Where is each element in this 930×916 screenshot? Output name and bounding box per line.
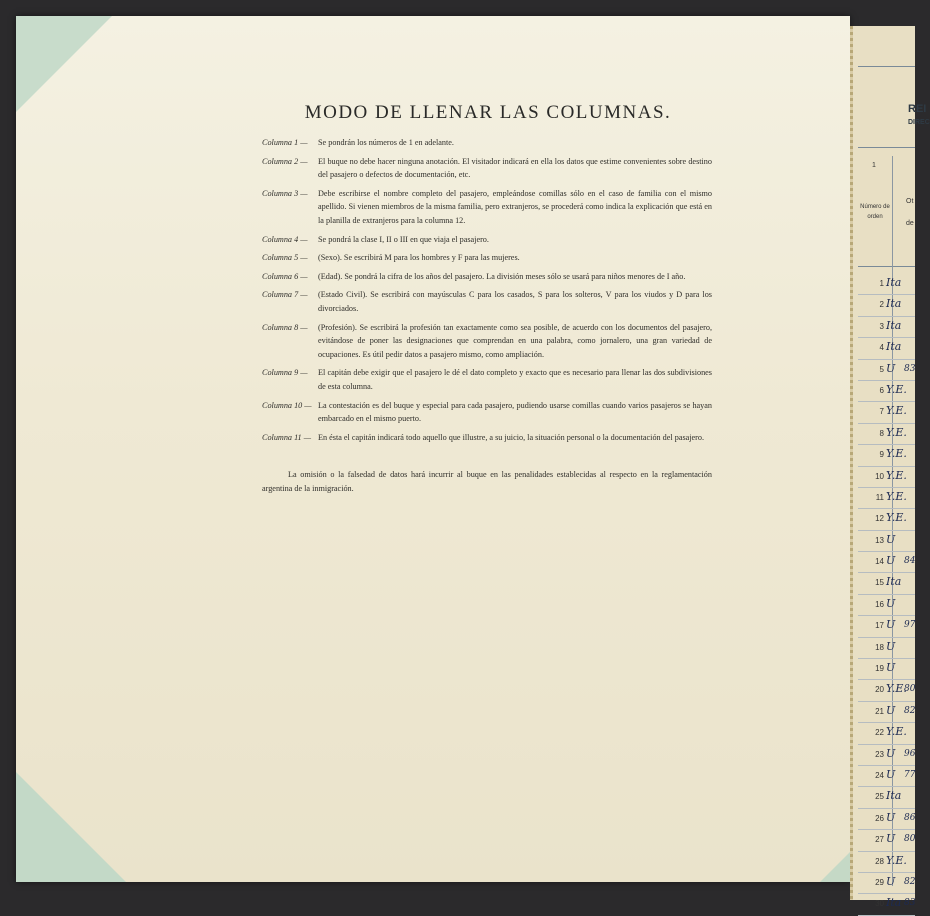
handwritten-entry: Y.E. <box>886 447 907 461</box>
handwritten-entry: Ita <box>886 318 902 332</box>
row-number: 19 <box>875 664 884 674</box>
row-number: 12 <box>875 514 884 524</box>
register-row <box>858 680 915 701</box>
handwritten-entry-2: 86 <box>904 812 916 823</box>
rule-text: (Estado Civil). Se escribirá con mayúsculas C para los casados, S para los solteros, V para los viudos y D para los divorciados. <box>318 290 712 313</box>
handwritten-entry-2: 80 <box>904 684 916 695</box>
handwritten-entry: Y.E. <box>886 511 907 525</box>
rule-item <box>262 136 712 150</box>
handwritten-entry-2: 80 <box>904 834 916 845</box>
register-page-edge <box>850 26 930 910</box>
register-rows <box>858 274 915 916</box>
column-header-partial-2: de <box>906 220 914 227</box>
rule-text: Debe escribirse el nombre completo del pasajero, empleándose comillas sólo en el caso de familia con el mismo apellido. Si vienen miembros de la misma familia, pero extranjeros, se procederá como indica la explicación que está en la planilla de extranjeros para la columna 12. <box>318 188 712 225</box>
rule-text: Se pondrá la clase I, II o III en que viaja el pasajero. <box>318 234 489 244</box>
rule-item <box>262 399 712 426</box>
register-row <box>858 467 915 488</box>
register-row <box>858 573 915 594</box>
row-number: 24 <box>875 770 884 780</box>
row-number: 21 <box>875 706 884 716</box>
rule-item <box>262 251 712 265</box>
register-row <box>858 338 915 359</box>
rule-item <box>262 187 712 228</box>
handwritten-entry: Y.E. <box>886 682 907 696</box>
rule-text: La contestación es del buque y especial para cada pasajero, pudiendo usarse comillas cuando varios pasajeros se hayan embarcado en el mismo puerto. <box>318 400 712 424</box>
row-number: 23 <box>875 749 884 759</box>
rule-label: Columna 8 — <box>262 322 308 332</box>
rule-item <box>262 155 712 182</box>
row-number: 29 <box>875 877 884 887</box>
photo-corner-bottom-right <box>820 852 850 882</box>
rule-text: El buque no debe hacer ninguna anotación. El visitador indicará en ella los datos que estime convenientes sobre destino del pasajero o defectos de documentación, etc. <box>318 156 712 180</box>
row-number: 27 <box>875 835 884 845</box>
register-row <box>858 317 915 338</box>
handwritten-entry-2: 82 <box>904 705 916 716</box>
handwritten-entry: Ita <box>886 789 902 803</box>
handwritten-entry-2: 77 <box>904 769 916 780</box>
register-row <box>858 745 915 766</box>
row-number: 16 <box>875 599 884 609</box>
footnote: La omisión o la falsedad de datos hará incurrir al buque en las penalidades establecidas al respecto en la reglamentación argentina de la inmigración. <box>262 470 712 493</box>
handwritten-entry-2: 97 <box>904 620 916 631</box>
handwritten-entry-2: 83 <box>904 363 916 374</box>
register-row <box>858 509 915 530</box>
handwritten-entry: U <box>886 703 896 717</box>
handwritten-entry: U <box>886 874 896 888</box>
handwritten-entry: Ita <box>886 575 902 589</box>
rule-label: Columna 11 — <box>262 432 311 442</box>
handwritten-entry: U <box>886 554 896 568</box>
row-number: 18 <box>875 642 884 652</box>
rule-item <box>262 233 712 247</box>
handwritten-entry: U <box>886 832 896 846</box>
row-number: 7 <box>879 407 884 417</box>
rule-text: El capitán debe exigir que el pasajero le dé el dato completo y exacto que es necesario para llenar las dos subdivisiones de esta columna. <box>318 368 712 391</box>
row-number: 11 <box>875 492 884 502</box>
binding-stripe <box>850 26 853 900</box>
row-number: 25 <box>875 792 884 802</box>
register-row <box>858 830 915 851</box>
register-row <box>858 552 915 573</box>
handwritten-entry-2: 84 <box>904 556 916 567</box>
register-row <box>858 402 915 423</box>
handwritten-entry: U <box>886 661 896 675</box>
register-row <box>858 616 915 637</box>
handwritten-entry: Y.E. <box>886 853 907 867</box>
row-number: 9 <box>879 450 884 460</box>
handwritten-entry: U <box>886 810 896 824</box>
handwritten-entry-2: 96 <box>904 748 916 759</box>
row-number: 28 <box>875 856 884 866</box>
register-row <box>858 809 915 830</box>
row-number: 10 <box>875 471 884 481</box>
rule-text: Se pondrán los números de 1 en adelante. <box>318 138 454 147</box>
handwritten-entry-2: 83 <box>904 898 916 909</box>
row-number: 3 <box>879 321 884 331</box>
handwritten-entry: Y.E. <box>886 468 907 482</box>
handwritten-entry: U <box>886 767 896 781</box>
rules-list <box>262 136 712 449</box>
register-header <box>858 66 930 148</box>
register-row <box>858 702 915 723</box>
handwritten-entry-2: 82 <box>904 876 916 887</box>
order-number-header: Número de orden <box>860 204 890 220</box>
register-row <box>858 295 915 316</box>
rule-label: Columna 9 — <box>262 368 308 378</box>
row-number: 2 <box>879 300 884 310</box>
handwritten-entry: U <box>886 361 896 375</box>
row-number: 14 <box>875 557 884 567</box>
rule-label: Columna 5 — <box>262 253 308 263</box>
rule-label: Columna 10 — <box>262 400 312 410</box>
register-row <box>858 488 915 509</box>
register-row <box>858 852 915 873</box>
rule-item <box>262 288 712 315</box>
row-number: 6 <box>879 385 884 395</box>
form-page <box>16 16 850 882</box>
rule-label: Columna 4 — <box>262 234 308 244</box>
rule-label: Columna 3 — <box>262 188 308 198</box>
handwritten-entry: U <box>886 639 896 653</box>
register-row <box>858 595 915 616</box>
row-number: 30 <box>875 899 884 909</box>
register-row <box>858 894 915 915</box>
register-title-partial: REI <box>908 103 927 115</box>
register-row <box>858 360 915 381</box>
register-row <box>858 638 915 659</box>
handwritten-entry: U <box>886 596 896 610</box>
rule-text: (Profesión). Se escribirá la profesión tan exactamente como sea posible, de acuerdo con los documentos del pasajero, evitándose de poner las designaciones que comprendan en una palabra, como jornalero, una gran variedad de ocupaciones. Es útil pedir datos a pasajero mismo, como ampliación. <box>318 322 712 359</box>
register-row <box>858 274 915 295</box>
handwritten-entry: U <box>886 618 896 632</box>
register-row <box>858 873 915 894</box>
row-number: 15 <box>875 578 884 588</box>
rule-item <box>262 321 712 362</box>
register-row <box>858 445 915 466</box>
row-number: 8 <box>879 428 884 438</box>
handwritten-entry: U <box>886 746 896 760</box>
register-row <box>858 723 915 744</box>
row-number: 22 <box>875 728 884 738</box>
rule-item <box>262 366 712 393</box>
rule-text: En ésta el capitán indicará todo aquello que illustre, a su juicio, la situación personal o la documentación del pasajero. <box>318 432 705 442</box>
handwritten-entry: Y.E. <box>886 404 907 418</box>
row-number: 17 <box>875 621 884 631</box>
register-column-headers <box>858 156 915 267</box>
rule-item <box>262 270 712 284</box>
rule-text: (Sexo). Se escribirá M para los hombres y F para las mujeres. <box>318 253 520 263</box>
rule-text: (Edad). Se pondrá la cifra de los años del pasajero. La división meses sólo se usará para niños menores de I año. <box>318 271 686 281</box>
handwritten-entry: Y.E. <box>886 382 907 396</box>
row-number: 5 <box>879 364 884 374</box>
register-direction-partial: DIREC <box>908 119 930 126</box>
handwritten-entry: U <box>886 532 896 546</box>
handwritten-entry: Y.E. <box>886 425 907 439</box>
row-number: 4 <box>879 343 884 353</box>
rule-label: Columna 6 — <box>262 271 308 281</box>
register-row <box>858 766 915 787</box>
register-row <box>858 381 915 402</box>
handwritten-entry: Ita <box>886 896 902 910</box>
register-row <box>858 424 915 445</box>
photo-corner-top-left <box>16 16 112 112</box>
rule-item <box>262 431 712 445</box>
row-number: 1 <box>879 279 884 288</box>
page-title: MODO DE LLENAR LAS COLUMNAS. <box>304 102 672 123</box>
handwritten-entry: Ita <box>886 276 902 289</box>
handwritten-entry: Ita <box>886 297 902 311</box>
register-row <box>858 659 915 680</box>
rule-label: Columna 7 — <box>262 290 308 300</box>
handwritten-entry: Y.E. <box>886 725 907 739</box>
register-row <box>858 531 915 552</box>
handwritten-entry: Y.E. <box>886 489 907 503</box>
column-number-label: 1 <box>872 162 876 169</box>
row-number: 20 <box>875 685 884 695</box>
photo-corner-bottom-left <box>16 772 126 882</box>
register-row <box>858 787 915 808</box>
row-number: 13 <box>875 535 884 545</box>
rule-label: Columna 2 — <box>262 156 308 166</box>
rule-label: Columna 1 — <box>262 138 308 147</box>
handwritten-entry: Ita <box>886 340 902 354</box>
row-number: 26 <box>875 813 884 823</box>
column-header-partial: Ot <box>906 198 914 205</box>
